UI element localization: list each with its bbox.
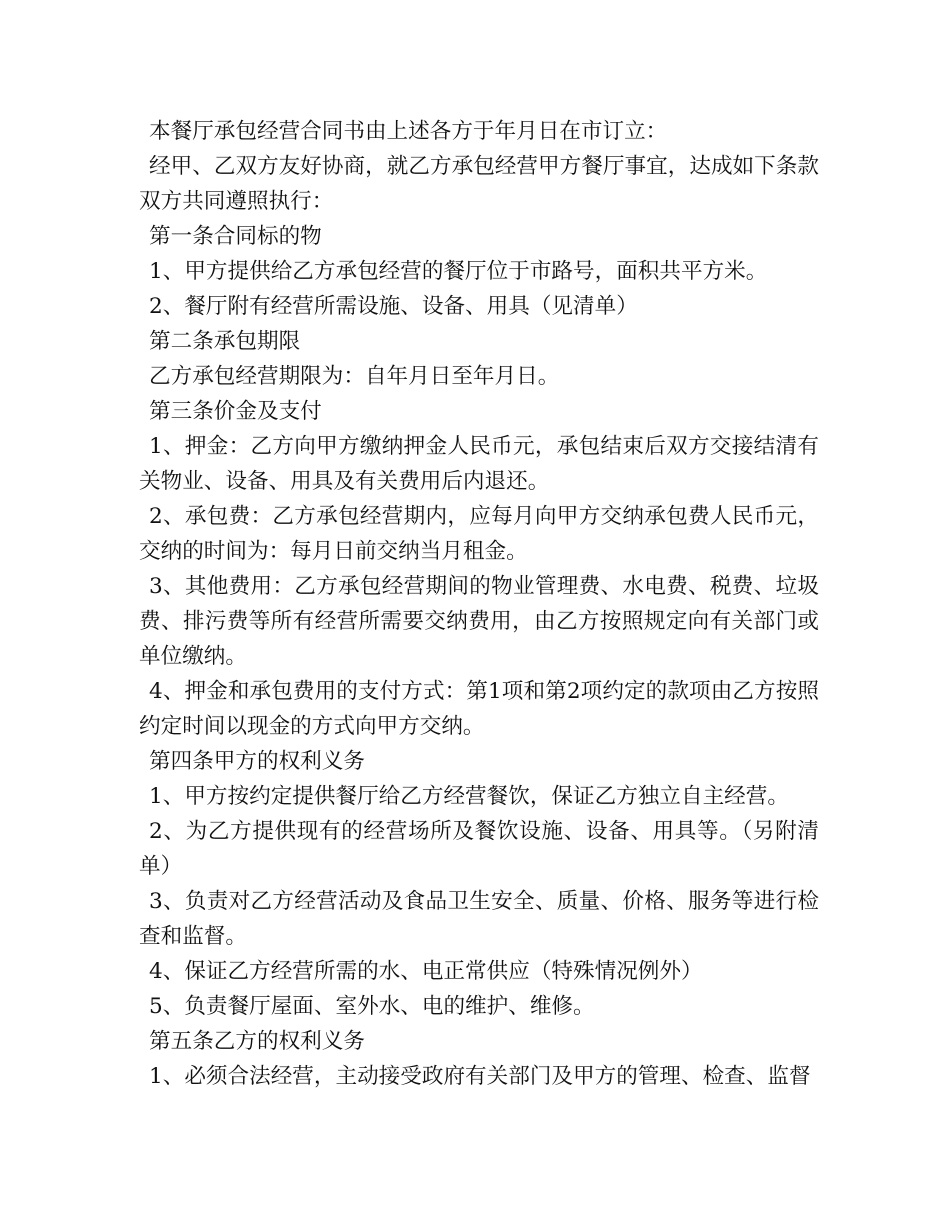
article-3-item-2: 2、承包费：乙方承包经营期内，应每月向甲方交纳承包费人民币元，交纳的时间为：每月日前交纳当月租金。: [139, 504, 819, 564]
article-3-heading: 第三条价金及支付: [149, 399, 322, 424]
article-5-heading: 第五条乙方的权利义务: [149, 1029, 365, 1054]
article-3-item-3: 3、其他费用：乙方承包经营期间的物业管理费、水电费、税费、垃圾费、排污费等所有经营所需要交纳费用，由乙方按照规定向有关部门或单位缴纳。: [139, 574, 819, 669]
article-1-item-2: 2、餐厅附有经营所需设施、设备、用具（见清单）: [149, 294, 638, 319]
article-4-heading: 第四条甲方的权利义务: [149, 749, 365, 774]
article-3-item-1: 1、押金：乙方向甲方缴纳押金人民币元，承包结束后双方交接结清有关物业、设备、用具及有关费用后内退还。: [139, 434, 819, 494]
article-5-item-1: 1、必须合法经营，主动接受政府有关部门及甲方的管理、检查、监督: [149, 1064, 811, 1089]
article-1-item-1: 1、甲方提供给乙方承包经营的餐厅位于市路号，面积共平方米。: [149, 259, 768, 284]
article-2-text: 乙方承包经营期限为：自年月日至年月日。: [149, 364, 560, 389]
paragraph-preamble: 经甲、乙双方友好协商，就乙方承包经营甲方餐厅事宜，达成如下条款双方共同遵照执行：: [139, 154, 819, 214]
article-4-item-1: 1、甲方按约定提供餐厅给乙方经营餐饮，保证乙方独立自主经营。: [149, 784, 789, 809]
article-3-item-4: 4、押金和承包费用的支付方式：第1项和第2项约定的款项由乙方按照约定时间以现金的方式向甲方交纳。: [139, 679, 819, 739]
article-1-heading: 第一条合同标的物: [149, 224, 322, 249]
article-2-heading: 第二条承包期限: [149, 329, 301, 354]
article-4-item-5: 5、负责餐厅屋面、室外水、电的维护、维修。: [149, 994, 595, 1019]
paragraph-intro: 本餐厅承包经营合同书由上述各方于年月日在市订立：: [149, 119, 668, 144]
article-4-item-2: 2、为乙方提供现有的经营场所及餐饮设施、设备、用具等。（另附清单）: [139, 819, 819, 879]
contract-body: [139, 114, 819, 1094]
article-4-item-4: 4、保证乙方经营所需的水、电正常供应（特殊情况例外）: [149, 959, 703, 984]
article-4-item-3: 3、负责对乙方经营活动及食品卫生安全、质量、价格、服务等进行检查和监督。: [139, 889, 819, 949]
